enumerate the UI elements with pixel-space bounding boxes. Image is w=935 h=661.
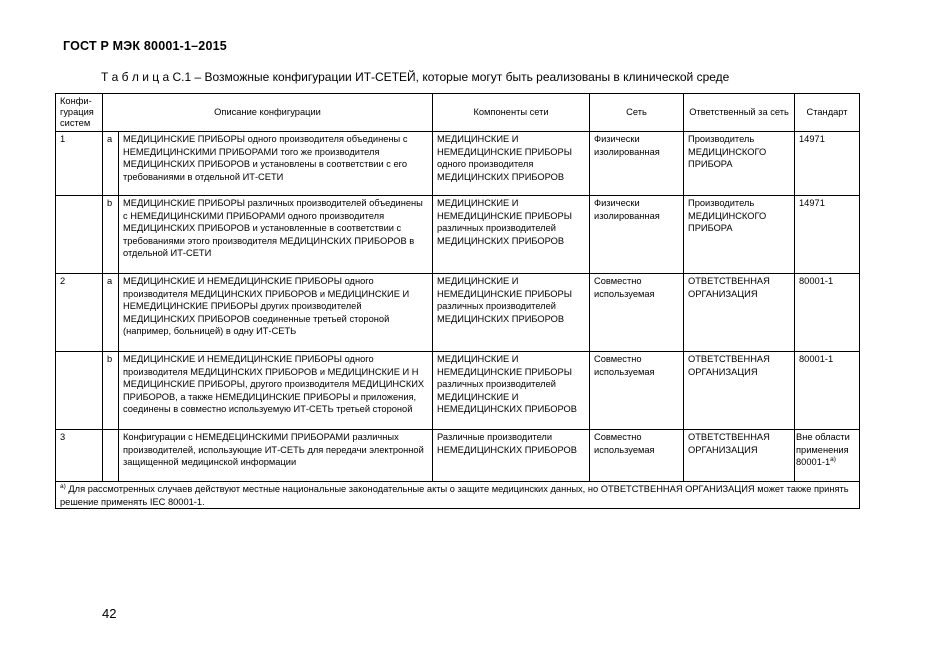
- config-number: [56, 196, 103, 274]
- table-row: [56, 430, 860, 482]
- config-description: Конфигурации с НЕМЕДЕЦИНСКИМИ ПРИБОРАМИ различных производителей, использующие ИТ-СЕТЬ для передачи электронной защищенной медицинской информации: [119, 430, 433, 482]
- header-config: Конфи-гурация систем: [56, 94, 103, 132]
- config-description: МЕДИЦИНСКИЕ И НЕМЕДИЦИНСКИЕ ПРИБОРЫ одного производителя МЕДИЦИНСКИХ ПРИБОРОВ и МЕДИЦИНСКИЕ И НЕМЕДИЦИНСКИЕ ПРИБОРЫ других производителей МЕДИЦИНСКИХ ПРИБОРОВ соединенные третьей стороной (например, больницей) в одну ИТ-СЕТЬ: [119, 274, 433, 352]
- config-description: МЕДИЦИНСКИЕ ПРИБОРЫ различных производителей объединены с НЕМЕДИЦИНСКИМИ ПРИБОРАМИ одного производителя МЕДИЦИНСКИХ ПРИБОРОВ и установленные в соответствии с требованиями этого производителя МЕДИЦИНСКИХ ПРИБОРОВ в отдельной ИТ-СЕТИ: [119, 196, 433, 274]
- table-row: [56, 274, 860, 352]
- network-type: Совместно используемая: [590, 430, 684, 482]
- config-number: [56, 352, 103, 430]
- network-components: Различные производители НЕМЕДИЦИНСКИХ ПРИБОРОВ: [433, 430, 590, 482]
- config-letter: b: [103, 352, 119, 430]
- standard-ref: 80001-1: [795, 352, 860, 430]
- standard-ref: 80001-1: [795, 274, 860, 352]
- config-letter: a: [103, 274, 119, 352]
- network-responsible: ОТВЕТСТВЕННАЯ ОРГАНИЗАЦИЯ: [684, 352, 795, 430]
- standard-ref-text: Вне области применения 80001-1: [796, 432, 850, 468]
- config-letter: [103, 430, 119, 482]
- config-description: МЕДИЦИНСКИЕ И НЕМЕДИЦИНСКИЕ ПРИБОРЫ одного производителя МЕДИЦИНСКИХ ПРИБОРОВ и МЕДИЦИНСКИЕ И Н МЕДИЦИНСКИЕ ПРИБОРЫ, другого производителя МЕДИЦИНСКИХ ПРИБОРОВ, а также НЕМЕДИЦИНСКИЕ ПРИБОРЫ и приложения, соединены в совместно используемую ИТ-СЕТЬ третьей стороной: [119, 352, 433, 430]
- header-row: [56, 94, 860, 132]
- footnote-marker: а): [60, 482, 66, 490]
- network-responsible: ОТВЕТСТВЕННАЯ ОРГАНИЗАЦИЯ: [684, 430, 795, 482]
- configurations-table: [55, 93, 860, 509]
- config-letter: b: [103, 196, 119, 274]
- network-responsible: Производитель МЕДИЦИНСКОГО ПРИБОРА: [684, 196, 795, 274]
- table-row: [56, 352, 860, 430]
- network-type: Совместно используемая: [590, 274, 684, 352]
- standard-ref: [795, 430, 860, 482]
- config-number: 2: [56, 274, 103, 352]
- table-footnote: [56, 482, 860, 509]
- config-letter: a: [103, 132, 119, 196]
- network-components: МЕДИЦИНСКИЕ И НЕМЕДИЦИНСКИЕ ПРИБОРЫ одного производителя МЕДИЦИНСКИХ ПРИБОРОВ: [433, 132, 590, 196]
- config-description: МЕДИЦИНСКИЕ ПРИБОРЫ одного производителя объединены с НЕМЕДИЦИНСКИМИ ПРИБОРАМИ того же производителя МЕДИЦИНСКИХ ПРИБОРОВ и установлены в соответствии с его требованиями в отдельной ИТ-СЕТИ: [119, 132, 433, 196]
- config-number: 1: [56, 132, 103, 196]
- header-standard: Стандарт: [795, 94, 860, 132]
- network-type: Физически изолированная: [590, 132, 684, 196]
- header-components: Компоненты сети: [433, 94, 590, 132]
- header-description: Описание конфигурации: [103, 94, 433, 132]
- footnote-text: Для рассмотренных случаев действуют местные национальные законодательные акты о защите медицинских данных, но ОТВЕТСТВЕННАЯ ОРГАНИЗАЦИЯ может также принять решение применять IEC 80001-1.: [60, 484, 849, 507]
- standard-ref: 14971: [795, 132, 860, 196]
- header-network: Сеть: [590, 94, 684, 132]
- network-components: МЕДИЦИНСКИЕ И НЕМЕДИЦИНСКИЕ ПРИБОРЫ различных производителей МЕДИЦИНСКИХ ПРИБОРОВ: [433, 274, 590, 352]
- page-number: 42: [102, 606, 117, 621]
- network-components: МЕДИЦИНСКИЕ И НЕМЕДИЦИНСКИЕ ПРИБОРЫ различных производителей МЕДИЦИНСКИЕ И НЕМЕДИЦИНСКИХ ПРИБОРОВ: [433, 352, 590, 430]
- network-type: Совместно используемая: [590, 352, 684, 430]
- network-responsible: Производитель МЕДИЦИНСКОГО ПРИБОРА: [684, 132, 795, 196]
- table-row: [56, 132, 860, 196]
- network-components: МЕДИЦИНСКИЕ И НЕМЕДИЦИНСКИЕ ПРИБОРЫ различных производителей МЕДИЦИНСКИХ ПРИБОРОВ: [433, 196, 590, 274]
- network-type: Физически изолированная: [590, 196, 684, 274]
- document-code: ГОСТ Р МЭК 80001-1–2015: [63, 39, 227, 53]
- standard-ref: 14971: [795, 196, 860, 274]
- footnote-row: [56, 482, 860, 509]
- header-responsible: Ответственный за сеть: [684, 94, 795, 132]
- config-number: 3: [56, 430, 103, 482]
- table-caption: Т а б л и ц а С.1 – Возможные конфигурации ИТ-СЕТЕЙ, которые могут быть реализованы в клинической среде: [101, 70, 730, 84]
- network-responsible: ОТВЕТСТВЕННАЯ ОРГАНИЗАЦИЯ: [684, 274, 795, 352]
- table-row: [56, 196, 860, 274]
- footnote-ref: а): [830, 456, 836, 464]
